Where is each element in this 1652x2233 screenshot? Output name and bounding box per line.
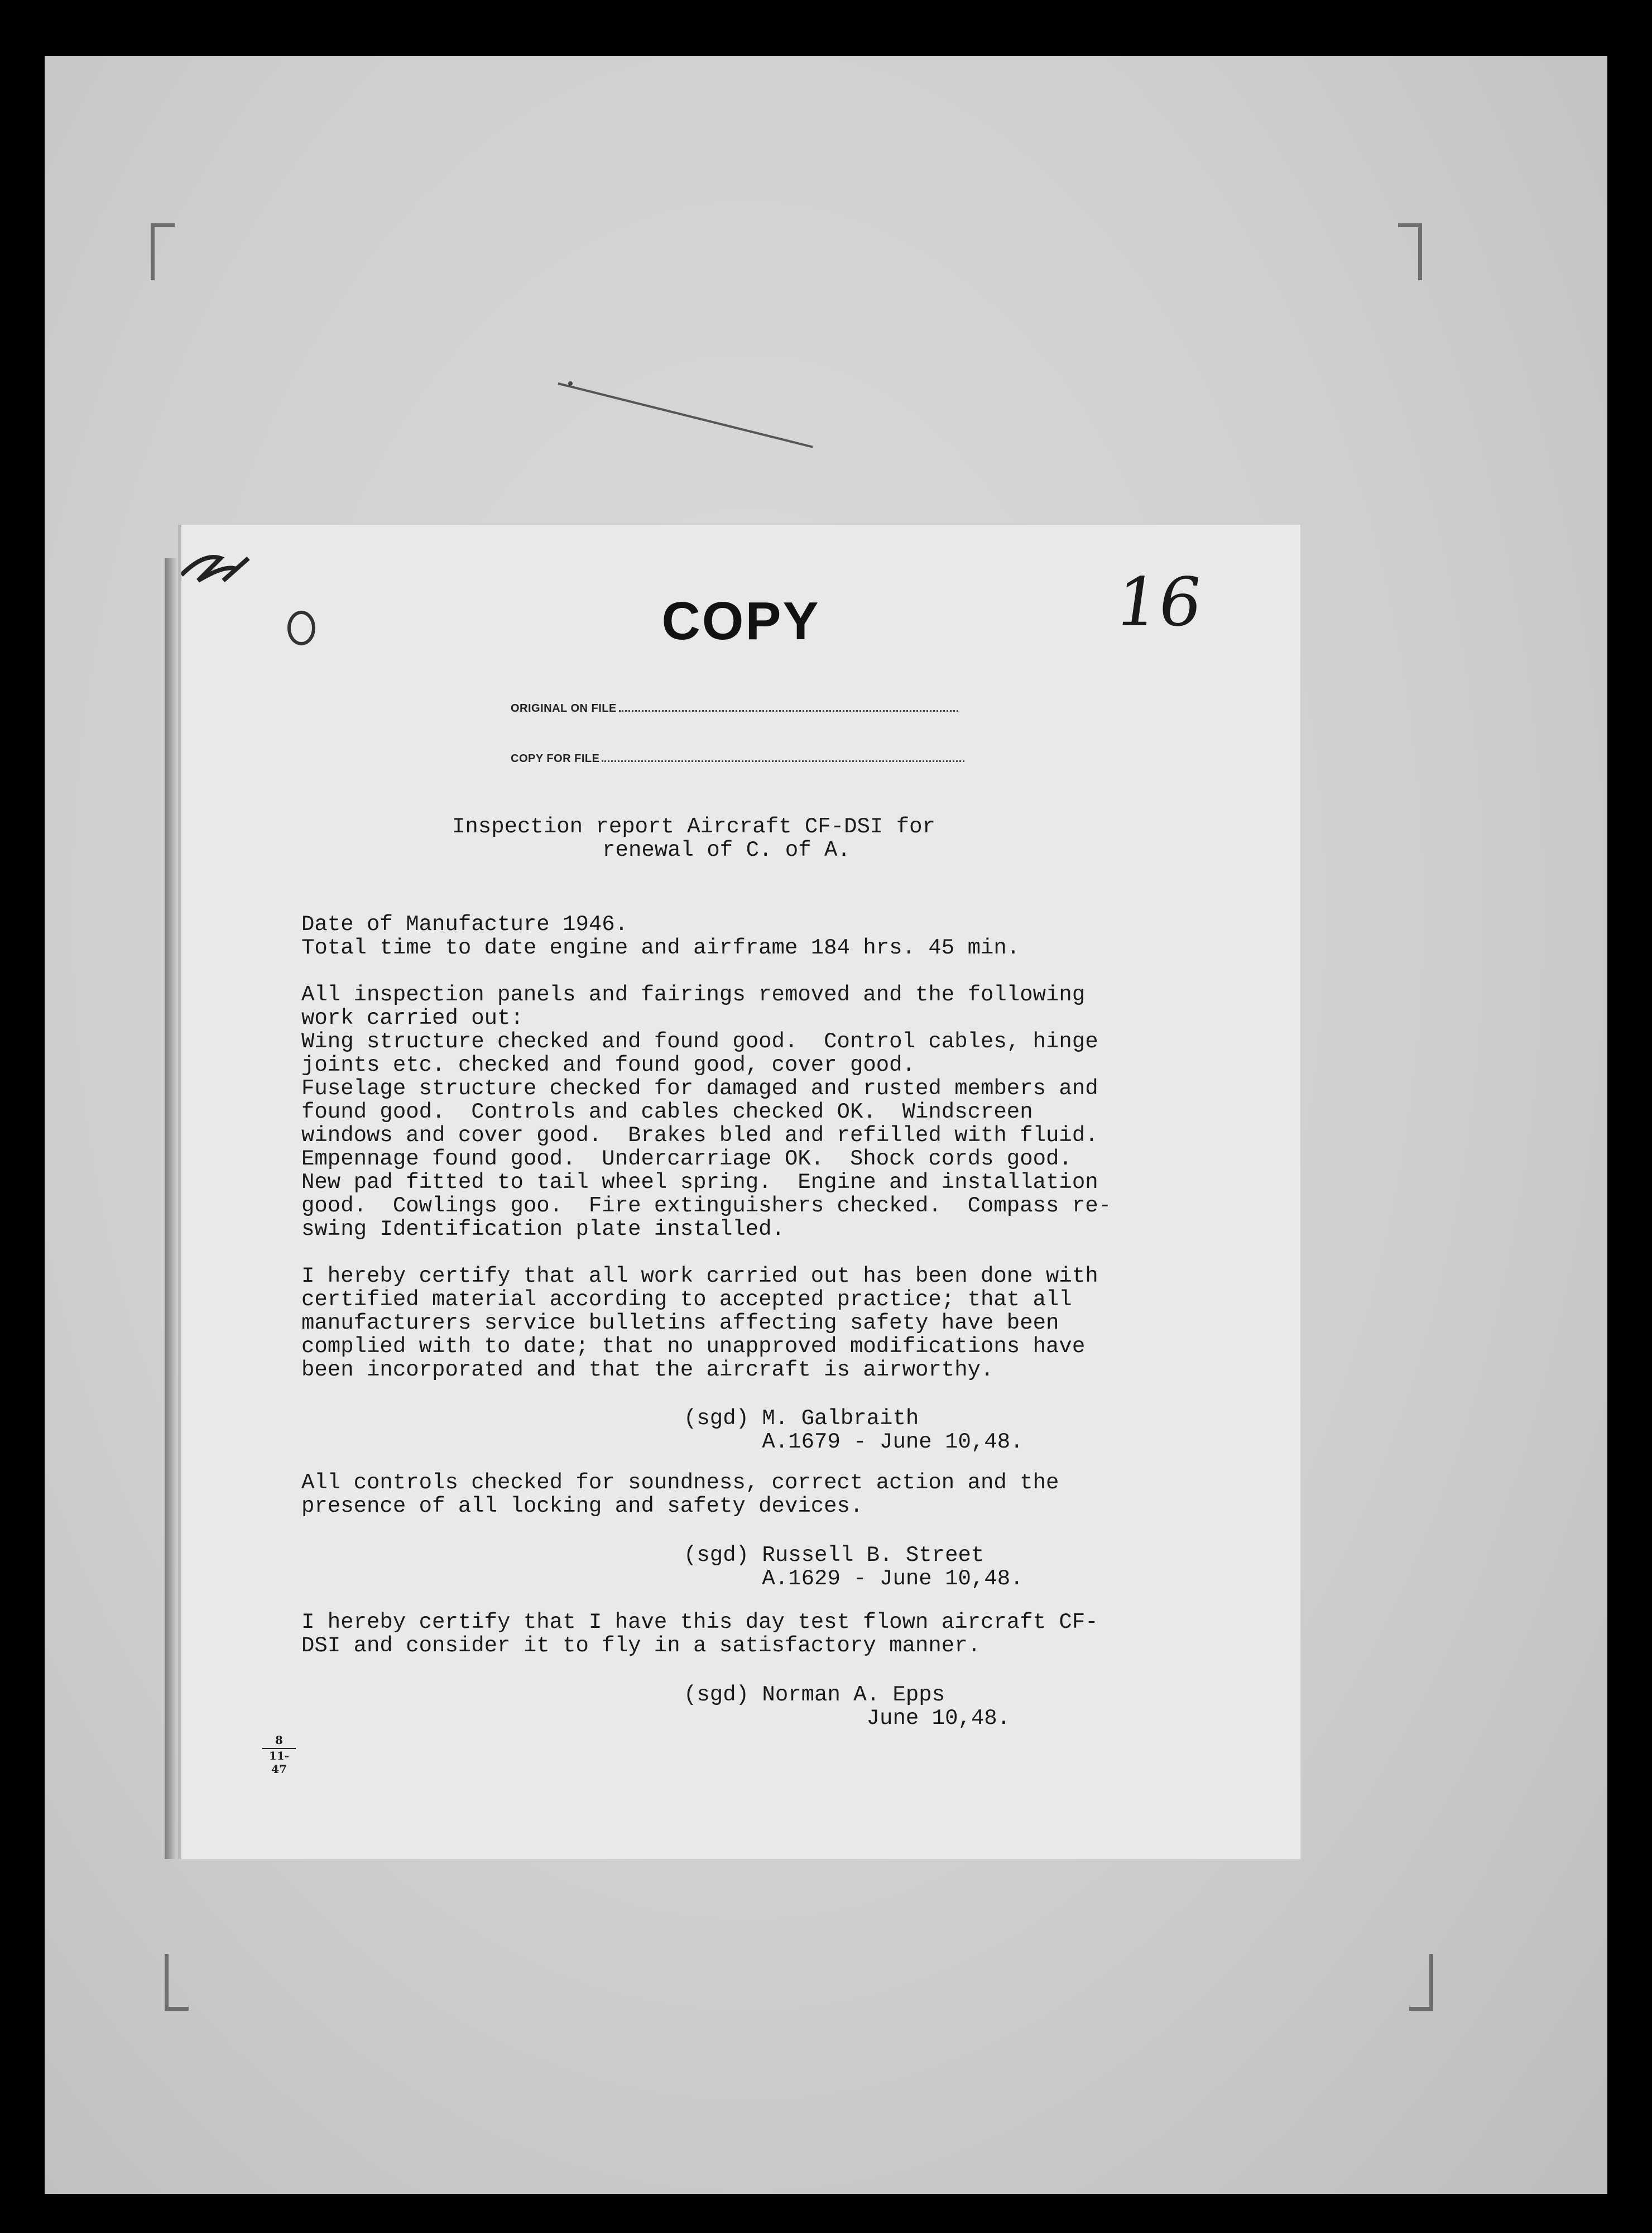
form-number-bottom: 11-47	[268, 1749, 290, 1776]
copy-for-file-label: COPY FOR FILE	[511, 753, 600, 765]
crop-mark-top-left	[151, 223, 175, 280]
dotted-fill-line	[602, 760, 964, 762]
controls-check-paragraph: All controls checked for soundness, correct action and the presence of all locking and safety devices.	[301, 1470, 1059, 1518]
signature-street: (sgd) Russell B. Street A.1629 - June 10,48.	[684, 1543, 1024, 1591]
copy-stamp-heading: COPY	[661, 591, 820, 651]
crop-mark-bottom-left	[165, 1954, 189, 2011]
original-on-file-line	[511, 702, 958, 715]
signature-galbraith: (sgd) M. Galbraith A.1679 - June 10,48.	[684, 1406, 1024, 1454]
form-number-top: 8	[262, 1733, 296, 1749]
copy-for-file-line	[511, 753, 964, 765]
report-subject: Inspection report Aircraft CF-DSI for renewal of C. of A.	[452, 814, 935, 862]
inspection-report-page	[181, 525, 1300, 1859]
handwritten-page-number: 16	[1111, 564, 1207, 641]
report-body: Date of Manufacture 1946. Total time to date engine and airframe 184 hrs. 45 min. All inspection panels and fairings removed and the following work carried out: Wing structure checked and found good. Control cables, hinge joints etc. checked and found good, cover good. Fuselage structure checked for damaged and rusted members and found good. Controls and cables checked OK. Windscreen windows and cover good. Brakes bled and refilled with fluid. Empennage found good. Undercarriage OK. Shock cords good. New pad fitted to tail wheel spring. Engine and installation good. Cowlings goo. Fire extinguishers checked. Compass re- swing Identification plate installed. I hereby certify that all work carried out has been done with certified material according to accepted practice; that all manufacturers service bulletins affecting safety have been complied with to date; that no unapproved modifications have been incorporated and that the aircraft is airworthy.	[301, 912, 1112, 1382]
film-speck	[568, 381, 573, 386]
signature-epps: (sgd) Norman A. Epps June 10,48.	[684, 1683, 1011, 1731]
dotted-fill-line	[619, 710, 958, 712]
crop-mark-top-right	[1398, 223, 1422, 280]
test-flight-paragraph: I hereby certify that I have this day test flown aircraft CF- DSI and consider it to fly in a satisfactory manner.	[301, 1610, 1098, 1658]
sheet-curled-edge	[165, 558, 177, 1859]
crop-mark-bottom-right	[1409, 1954, 1433, 2011]
original-on-file-label: ORIGINAL ON FILE	[511, 702, 617, 715]
form-number	[262, 1733, 296, 1776]
